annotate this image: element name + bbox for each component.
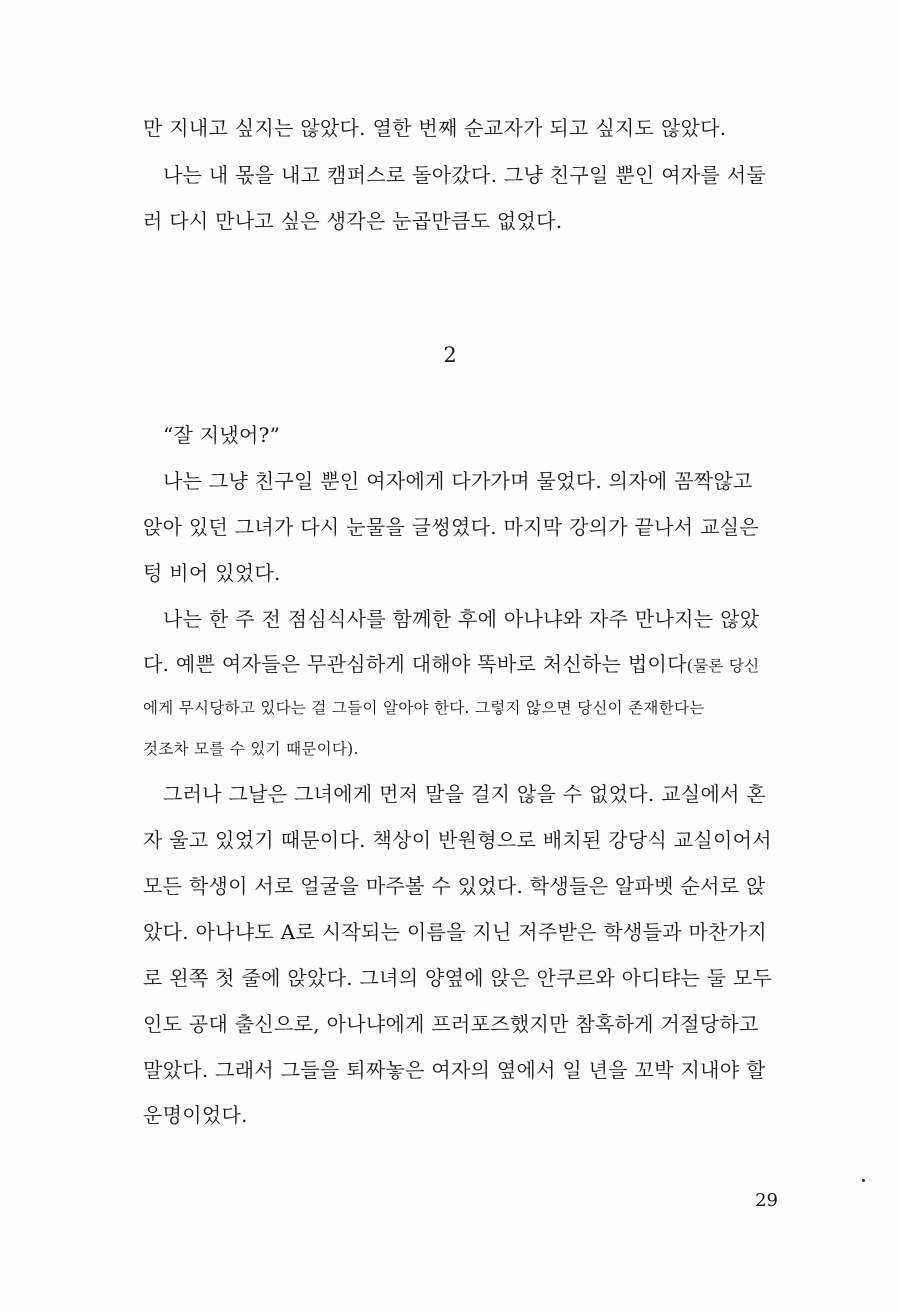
text-line: 로 왼쪽 첫 줄에 앉았다. 그녀의 양옆에 앉은 안쿠르와 아디탸는 둘 모두 <box>143 966 773 990</box>
section-number: 2 <box>443 343 457 367</box>
text-line: 그러나 그날은 그녀에게 먼저 말을 걸지 않을 수 없었다. 교실에서 혼 <box>163 782 766 806</box>
text-segment: 다. 예쁜 여자들은 무관심하게 대해야 똑바로 처신하는 법이다 <box>143 652 687 676</box>
text-line: 운명이었다. <box>143 1103 248 1127</box>
text-line: 았다. 아나냐도 A로 시작되는 이름을 지닌 저주받은 학생들과 마찬가지 <box>143 920 768 944</box>
text-line: 자 울고 있었기 때문이다. 책상이 반원형으로 배치된 강당식 교실이어서 <box>143 828 772 852</box>
text-line: 말았다. 그래서 그들을 퇴짜놓은 여자의 옆에서 일 년을 꼬박 지내야 할 <box>143 1058 766 1082</box>
text-line: 러 다시 만나고 싶은 생각은 눈곱만큼도 없었다. <box>143 209 563 233</box>
text-line: 모든 학생이 서로 얼굴을 마주볼 수 있었다. 학생들은 알파벳 순서로 앉 <box>143 874 766 898</box>
text-line: 나는 그냥 친구일 뿐인 여자에게 다가가며 물었다. 의자에 꼼짝않고 <box>163 469 753 493</box>
parenthetical-note: 것조차 모를 수 있기 때문이다). <box>143 740 359 758</box>
scan-speck <box>862 1179 865 1182</box>
text-line: 인도 공대 출신으로, 아나냐에게 프러포즈했지만 참혹하게 거절당하고 <box>143 1012 759 1036</box>
dialogue-line: “잘 지냈어?” <box>163 423 281 447</box>
text-line: 나는 한 주 전 점심식사를 함께한 후에 아나냐와 자주 만나지는 않았 <box>163 607 760 631</box>
text-line: 나는 내 몫을 내고 캠퍼스로 돌아갔다. 그냥 친구일 뿐인 여자를 서둘 <box>163 163 766 187</box>
text-line: 앉아 있던 그녀가 다시 눈물을 글썽였다. 마지막 강의가 끝나서 교실은 <box>143 515 759 539</box>
page-number: 29 <box>755 1190 778 1211</box>
parenthetical-note: 에게 무시당하고 있다는 걸 그들이 알아야 한다. 그렇지 않으면 당신이 존재한다는 <box>143 699 705 717</box>
text-line <box>143 649 783 681</box>
text-line: 텅 비어 있었다. <box>143 561 281 585</box>
text-line: 만 지내고 싶지는 않았다. 열한 번째 순교자가 되고 싶지도 않았다. <box>143 116 727 140</box>
parenthetical-note: (물론 당신 <box>686 657 760 675</box>
